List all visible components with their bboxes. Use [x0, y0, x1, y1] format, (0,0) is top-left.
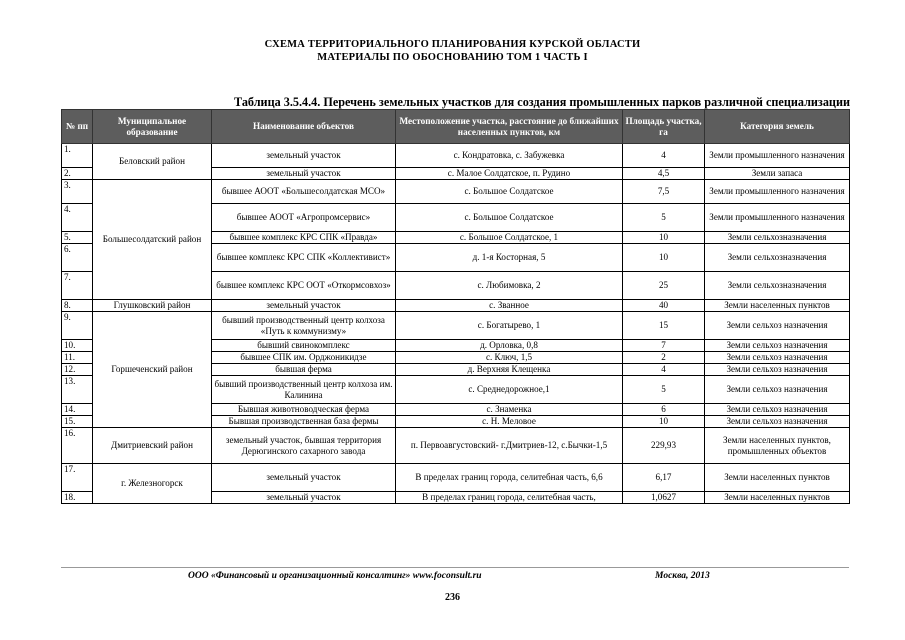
municipality-cell: г. Железногорск	[93, 464, 212, 504]
row-number: 4.	[62, 204, 93, 232]
area-cell: 10	[623, 416, 705, 428]
location-cell: В пределах границ города, селитебная часть,	[396, 492, 623, 504]
location-cell: В пределах границ города, селитебная часть, 6,6	[396, 464, 623, 492]
row-number: 17.	[62, 464, 93, 492]
category-cell: Земли сельхоз назначения	[705, 364, 850, 376]
location-cell: д. Орловка, 0,8	[396, 340, 623, 352]
area-cell: 4	[623, 144, 705, 168]
category-cell: Земли населенных пунктов	[705, 300, 850, 312]
area-cell: 5	[623, 204, 705, 232]
object-name-cell: земельный участок	[212, 168, 396, 180]
location-cell: д. Верхняя Клещенка	[396, 364, 623, 376]
location-cell: с. Н. Меловое	[396, 416, 623, 428]
category-cell: Земли населенных пунктов, промышленных объектов	[705, 428, 850, 464]
row-number: 11.	[62, 352, 93, 364]
area-cell: 6,17	[623, 464, 705, 492]
category-cell: Земли промышленного назначения	[705, 204, 850, 232]
row-number: 14.	[62, 404, 93, 416]
area-cell: 15	[623, 312, 705, 340]
municipality-cell: Дмитриевский район	[93, 428, 212, 464]
row-number: 2.	[62, 168, 93, 180]
location-cell: с. Богатырево, 1	[396, 312, 623, 340]
object-name-cell: земельный участок	[212, 492, 396, 504]
document-header-subtitle: МАТЕРИАЛЫ ПО ОБОСНОВАНИЮ ТОМ 1 ЧАСТЬ I	[317, 52, 588, 63]
row-number: 16.	[62, 428, 93, 464]
object-name-cell: бывшее СПК им. Орджоникидзе	[212, 352, 396, 364]
area-cell: 7	[623, 340, 705, 352]
area-cell: 4,5	[623, 168, 705, 180]
footer-city-year: Москва, 2013	[655, 571, 710, 581]
area-cell: 5	[623, 376, 705, 404]
location-cell: с. Большое Солдатское	[396, 204, 623, 232]
row-number: 3.	[62, 180, 93, 204]
municipality-cell: Беловский район	[93, 144, 212, 180]
area-cell: 2	[623, 352, 705, 364]
category-cell: Земли сельхоз назначения	[705, 340, 850, 352]
row-number: 1.	[62, 144, 93, 168]
object-name-cell: бывший производственный центр колхоза им. Калинина	[212, 376, 396, 404]
category-cell: Земли сельхоз назначения	[705, 352, 850, 364]
area-cell: 10	[623, 232, 705, 244]
area-cell: 40	[623, 300, 705, 312]
area-cell: 7,5	[623, 180, 705, 204]
object-name-cell: бывшее комплекс КРС ООТ «Откормсовхоз»	[212, 272, 396, 300]
object-name-cell: земельный участок	[212, 300, 396, 312]
table-row	[62, 180, 850, 204]
row-number: 13.	[62, 376, 93, 404]
area-cell: 229,93	[623, 428, 705, 464]
area-cell: 1,0627	[623, 492, 705, 504]
table-caption: Таблица 3.5.4.4. Перечень земельных участков для создания промышленных парков различной специализации	[234, 95, 850, 109]
location-cell: с. Знаменка	[396, 404, 623, 416]
location-cell: с. Большое Солдатское, 1	[396, 232, 623, 244]
area-cell: 25	[623, 272, 705, 300]
category-cell: Земли сельхоз назначения	[705, 312, 850, 340]
location-cell: с. Большое Солдатское	[396, 180, 623, 204]
category-cell: Земли промышленного назначения	[705, 144, 850, 168]
document-header-title: СХЕМА ТЕРРИТОРИАЛЬНОГО ПЛАНИРОВАНИЯ КУРСКОЙ ОБЛАСТИ	[264, 39, 641, 50]
footer-divider	[61, 567, 849, 568]
object-name-cell: Бывшая животноводческая ферма	[212, 404, 396, 416]
row-number: 18.	[62, 492, 93, 504]
object-name-cell: земельный участок	[212, 144, 396, 168]
object-name-cell: земельный участок, бывшая территория Дерюгинского сахарного завода	[212, 428, 396, 464]
category-cell: Земли сельхозназначения	[705, 244, 850, 272]
table-row	[62, 428, 850, 464]
category-cell: Земли запаса	[705, 168, 850, 180]
location-cell: с. Любимовка, 2	[396, 272, 623, 300]
location-cell: с. Кондратовка, с. Забужевка	[396, 144, 623, 168]
row-number: 15.	[62, 416, 93, 428]
category-cell: Земли сельхоз назначения	[705, 376, 850, 404]
object-name-cell: бывшее АООТ «Агропромсервис»	[212, 204, 396, 232]
col-header-area: Площадь участка, га	[623, 110, 705, 144]
row-number: 12.	[62, 364, 93, 376]
table-row	[62, 144, 850, 168]
category-cell: Земли сельхозназначения	[705, 272, 850, 300]
category-cell: Земли населенных пунктов	[705, 492, 850, 504]
location-cell: п. Первоавгустовский- г.Дмитриев-12, с.Бычки-1,5	[396, 428, 623, 464]
col-header-location: Местоположение участка, расстояние до ближайших населенных пунктов, км	[396, 110, 623, 144]
object-name-cell: бывшая ферма	[212, 364, 396, 376]
row-number: 8.	[62, 300, 93, 312]
location-cell: с. Ключ, 1,5	[396, 352, 623, 364]
col-header-land-category: Категория земель	[705, 110, 850, 144]
table-header-row	[62, 110, 850, 144]
municipality-cell: Большесолдатский район	[93, 180, 212, 300]
location-cell: с. Среднедорожное,1	[396, 376, 623, 404]
object-name-cell: бывший свинокомплекс	[212, 340, 396, 352]
land-plots-table	[61, 109, 850, 504]
object-name-cell: бывшее комплекс КРС СПК «Коллективист»	[212, 244, 396, 272]
municipality-cell: Горшеченский район	[93, 312, 212, 428]
col-header-number: № пп	[62, 110, 93, 144]
category-cell: Земли населенных пунктов	[705, 464, 850, 492]
object-name-cell: бывший производственный центр колхоза «Путь к коммунизму»	[212, 312, 396, 340]
area-cell: 4	[623, 364, 705, 376]
area-cell: 10	[623, 244, 705, 272]
table-row	[62, 300, 850, 312]
category-cell: Земли сельхоз назначения	[705, 416, 850, 428]
page-number: 236	[445, 592, 460, 603]
category-cell: Земли сельхоз назначения	[705, 404, 850, 416]
row-number: 5.	[62, 232, 93, 244]
location-cell: д. 1-я Косторная, 5	[396, 244, 623, 272]
area-cell: 6	[623, 404, 705, 416]
col-header-municipality: Муниципальное образование	[93, 110, 212, 144]
object-name-cell: бывшее АООТ «Большесолдатская МСО»	[212, 180, 396, 204]
category-cell: Земли сельхозназначения	[705, 232, 850, 244]
location-cell: с. Званное	[396, 300, 623, 312]
table-row	[62, 464, 850, 492]
category-cell: Земли промышленного назначения	[705, 180, 850, 204]
row-number: 6.	[62, 244, 93, 272]
footer-organization: ООО «Финансовый и организационный консалтинг» www.foconsult.ru	[188, 571, 482, 581]
row-number: 9.	[62, 312, 93, 340]
location-cell: с. Малое Солдатское, п. Рудино	[396, 168, 623, 180]
object-name-cell: Бывшая производственная база фермы	[212, 416, 396, 428]
table-row	[62, 312, 850, 340]
object-name-cell: бывшее комплекс КРС СПК «Правда»	[212, 232, 396, 244]
municipality-cell: Глушковский район	[93, 300, 212, 312]
object-name-cell: земельный участок	[212, 464, 396, 492]
row-number: 7.	[62, 272, 93, 300]
row-number: 10.	[62, 340, 93, 352]
col-header-object-name: Наименование объектов	[212, 110, 396, 144]
